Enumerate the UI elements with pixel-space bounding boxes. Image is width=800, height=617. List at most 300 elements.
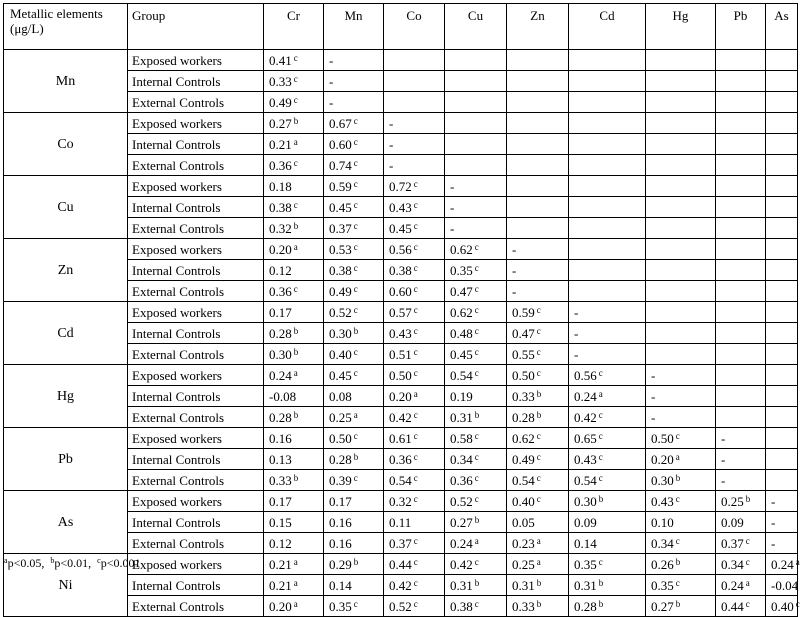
cell-value: 0.59 (329, 178, 352, 194)
correlation-cell (384, 365, 445, 386)
column-header-pb: Pb (716, 4, 766, 50)
correlation-cell (507, 407, 569, 428)
significance-marker: a (675, 451, 680, 462)
significance-marker: c (293, 199, 298, 210)
cell-value: - (574, 346, 579, 362)
correlation-cell (324, 344, 384, 365)
table-row (4, 365, 798, 386)
cell-value: 0.24 (450, 535, 473, 551)
cell-value: 0.27 (450, 514, 473, 530)
cell-value: 0.41 (269, 52, 292, 68)
correlation-cell (264, 281, 324, 302)
group-label: Exposed workers (128, 428, 264, 449)
correlation-cell (766, 449, 798, 470)
correlation-cell (445, 596, 507, 617)
correlation-cell (507, 512, 569, 533)
correlation-cell (264, 575, 324, 596)
cell-value: 0.42 (574, 409, 597, 425)
correlation-cell (264, 365, 324, 386)
cell-value: 0.50 (651, 430, 674, 446)
cell-value: 0.40 (329, 346, 352, 362)
correlation-cell (716, 365, 766, 386)
correlation-cell (384, 302, 445, 323)
significance-marker: c (598, 556, 603, 567)
significance-marker: c (474, 346, 479, 357)
correlation-cell (716, 71, 766, 92)
cell-value: 0.54 (574, 472, 597, 488)
significance-marker: b (293, 472, 299, 483)
cell-value: 0.32 (389, 493, 412, 509)
table-row (4, 302, 798, 323)
cell-value: - (450, 199, 455, 215)
correlation-table-container (3, 3, 800, 617)
significance-marker: c (413, 598, 418, 609)
correlation-cell (646, 71, 716, 92)
correlation-cell (445, 218, 507, 239)
correlation-cell (384, 71, 445, 92)
cell-value: - (574, 325, 579, 341)
cell-value: 0.34 (450, 451, 473, 467)
significance-marker: c (353, 430, 358, 441)
correlation-cell (507, 323, 569, 344)
correlation-cell (324, 554, 384, 575)
group-label: External Controls (128, 470, 264, 491)
significance-marker: c (745, 598, 750, 609)
row-element-label: Cu (4, 176, 128, 239)
correlation-cell (646, 323, 716, 344)
significance-marker: c (675, 493, 680, 504)
correlation-cell (264, 134, 324, 155)
row-element-label: Mn (4, 50, 128, 113)
correlation-cell (445, 260, 507, 281)
cell-value: 0.56 (389, 241, 412, 257)
row-element-label: Hg (4, 365, 128, 428)
cell-value: 0.28 (269, 325, 292, 341)
cell-value: 0.16 (269, 430, 292, 446)
significance-marker: c (353, 136, 358, 147)
correlation-cell (569, 134, 646, 155)
cell-value: - (512, 241, 517, 257)
correlation-cell (569, 554, 646, 575)
footnote-sup-b: b (50, 556, 55, 565)
cell-value: 0.50 (329, 430, 352, 446)
cell-value: 0.37 (389, 535, 412, 551)
correlation-cell (324, 92, 384, 113)
correlation-cell (646, 239, 716, 260)
cell-value: 0.05 (512, 514, 535, 530)
cell-value: 0.33 (512, 598, 535, 614)
correlation-cell (384, 218, 445, 239)
correlation-cell (569, 155, 646, 176)
correlation-cell (766, 344, 798, 365)
significance-marker: c (293, 52, 298, 63)
correlation-cell (384, 323, 445, 344)
significance-marker: c (675, 430, 680, 441)
correlation-cell (569, 260, 646, 281)
cell-value: 0.14 (329, 577, 352, 593)
group-label: External Controls (128, 218, 264, 239)
footnote-text-b: p<0.01, (54, 556, 92, 570)
correlation-cell (324, 155, 384, 176)
significance-marker: a (795, 556, 800, 567)
correlation-cell (569, 218, 646, 239)
footnote-sup-c: c (97, 556, 101, 565)
cell-value: 0.49 (329, 283, 352, 299)
correlation-cell (646, 575, 716, 596)
significance-footnote (4, 556, 140, 571)
cell-value: 0.74 (329, 157, 352, 173)
group-label: Internal Controls (128, 323, 264, 344)
significance-marker: c (474, 283, 479, 294)
cell-value: 0.62 (450, 304, 473, 320)
significance-marker: c (353, 178, 358, 189)
cell-value: 0.31 (450, 577, 473, 593)
cell-value: 0.35 (329, 598, 352, 614)
correlation-cell (646, 197, 716, 218)
correlation-cell (569, 512, 646, 533)
significance-marker: c (413, 430, 418, 441)
correlation-cell (569, 428, 646, 449)
correlation-cell (324, 197, 384, 218)
correlation-cell (384, 281, 445, 302)
correlation-cell (324, 281, 384, 302)
correlation-cell (716, 239, 766, 260)
correlation-cell (766, 155, 798, 176)
correlation-cell (766, 50, 798, 71)
significance-marker: c (474, 430, 479, 441)
group-label: Exposed workers (128, 176, 264, 197)
cell-value: - (771, 514, 776, 530)
cell-value: 0.19 (450, 388, 473, 404)
correlation-cell (264, 302, 324, 323)
significance-marker: c (413, 304, 418, 315)
cell-value: 0.21 (269, 556, 292, 572)
correlation-cell (384, 428, 445, 449)
correlation-cell (716, 533, 766, 554)
correlation-cell (384, 155, 445, 176)
correlation-cell (716, 575, 766, 596)
significance-marker: c (474, 493, 479, 504)
correlation-cell (646, 554, 716, 575)
correlation-cell (766, 533, 798, 554)
significance-marker: b (474, 577, 480, 588)
correlation-cell (507, 281, 569, 302)
correlation-cell (716, 197, 766, 218)
correlation-cell (569, 596, 646, 617)
cell-value: 0.38 (450, 598, 473, 614)
correlation-cell (384, 239, 445, 260)
correlation-cell (264, 71, 324, 92)
significance-marker: a (293, 577, 298, 588)
table-row (4, 176, 798, 197)
cell-value: 0.45 (329, 199, 352, 215)
correlation-cell (384, 533, 445, 554)
significance-marker: c (413, 472, 418, 483)
correlation-cell (445, 428, 507, 449)
correlation-cell (324, 533, 384, 554)
correlation-cell (569, 113, 646, 134)
correlation-cell (716, 134, 766, 155)
significance-marker: c (413, 493, 418, 504)
group-label: Internal Controls (128, 260, 264, 281)
group-label: Exposed workers (128, 302, 264, 323)
correlation-cell (766, 428, 798, 449)
significance-marker: c (353, 220, 358, 231)
correlation-cell (324, 491, 384, 512)
significance-marker: c (413, 178, 418, 189)
correlation-cell (716, 428, 766, 449)
correlation-cell (264, 239, 324, 260)
correlation-cell (384, 50, 445, 71)
correlation-cell (766, 302, 798, 323)
cell-value: 0.67 (329, 115, 352, 131)
significance-marker: c (293, 73, 298, 84)
significance-marker: c (353, 598, 358, 609)
cell-value: 0.49 (269, 94, 292, 110)
cell-value: 0.25 (329, 409, 352, 425)
correlation-cell (264, 596, 324, 617)
column-header-cd: Cd (569, 4, 646, 50)
cell-value: 0.25 (721, 493, 744, 509)
correlation-cell (646, 512, 716, 533)
group-label: Exposed workers (128, 491, 264, 512)
cell-value: 0.43 (389, 199, 412, 215)
significance-marker: b (353, 325, 359, 336)
correlation-cell (507, 92, 569, 113)
cell-value: 0.24 (721, 577, 744, 593)
correlation-cell (324, 323, 384, 344)
cell-value: 0.34 (651, 535, 674, 551)
cell-value: 0.44 (389, 556, 412, 572)
cell-value: 0.40 (771, 598, 794, 614)
significance-marker: c (413, 577, 418, 588)
cell-value: 0.36 (269, 283, 292, 299)
correlation-cell (766, 176, 798, 197)
correlation-cell (445, 575, 507, 596)
correlation-cell (716, 512, 766, 533)
footnote-sup-a: a (4, 556, 8, 565)
cell-value: - (721, 451, 726, 467)
cell-value: 0.11 (389, 514, 412, 530)
correlation-cell (445, 155, 507, 176)
significance-marker: c (598, 472, 603, 483)
significance-marker: a (293, 556, 298, 567)
significance-marker: b (293, 220, 299, 231)
cell-value: -0.04 (771, 577, 799, 593)
correlation-cell (646, 302, 716, 323)
significance-marker: c (598, 409, 603, 420)
cell-value: 0.28 (574, 598, 597, 614)
correlation-cell (716, 281, 766, 302)
cell-value: 0.50 (512, 367, 535, 383)
significance-marker: c (353, 367, 358, 378)
cell-value: - (512, 262, 517, 278)
correlation-cell (646, 281, 716, 302)
cell-value: 0.36 (450, 472, 473, 488)
correlation-cell (766, 575, 798, 596)
correlation-cell (445, 134, 507, 155)
significance-marker: c (353, 241, 358, 252)
cell-value: 0.72 (389, 178, 412, 194)
correlation-cell (384, 176, 445, 197)
correlation-cell (384, 344, 445, 365)
correlation-cell (646, 218, 716, 239)
correlation-cell (445, 554, 507, 575)
cell-value: - (651, 388, 656, 404)
correlation-cell (716, 218, 766, 239)
significance-marker: c (353, 262, 358, 273)
correlation-cell (766, 197, 798, 218)
correlation-cell (507, 134, 569, 155)
row-element-label: Co (4, 113, 128, 176)
significance-marker: c (474, 451, 479, 462)
group-label: Internal Controls (128, 71, 264, 92)
cell-value: - (389, 157, 394, 173)
cell-value: 0.27 (651, 598, 674, 614)
significance-marker: c (413, 241, 418, 252)
correlation-cell (445, 50, 507, 71)
group-header: Group (128, 4, 264, 50)
correlation-cell (384, 407, 445, 428)
cell-value: 0.62 (450, 241, 473, 257)
significance-marker: c (353, 283, 358, 294)
group-label: Internal Controls (128, 134, 264, 155)
significance-marker: b (598, 598, 604, 609)
cell-value: - (721, 430, 726, 446)
cell-value: 0.35 (574, 556, 597, 572)
cell-value: 0.30 (269, 346, 292, 362)
correlation-cell (445, 323, 507, 344)
cell-value: 0.34 (721, 556, 744, 572)
correlation-cell (445, 176, 507, 197)
cell-value: 0.53 (329, 241, 352, 257)
correlation-cell (507, 575, 569, 596)
significance-marker: c (536, 430, 541, 441)
correlation-cell (766, 554, 798, 575)
significance-marker: c (353, 199, 358, 210)
cell-value: - (771, 535, 776, 551)
cell-value: 0.60 (389, 283, 412, 299)
cell-value: 0.45 (389, 220, 412, 236)
significance-marker: c (474, 262, 479, 273)
cell-value: 0.24 (574, 388, 597, 404)
significance-marker: c (474, 241, 479, 252)
cell-value: 0.09 (574, 514, 597, 530)
group-label: Exposed workers (128, 50, 264, 71)
group-label: Exposed workers (128, 239, 264, 260)
correlation-cell (766, 113, 798, 134)
cell-value: - (574, 304, 579, 320)
group-label: Internal Controls (128, 386, 264, 407)
cell-value: 0.39 (329, 472, 352, 488)
correlation-cell (324, 575, 384, 596)
significance-marker: c (598, 430, 603, 441)
cell-value: - (512, 283, 517, 299)
correlation-cell (716, 449, 766, 470)
correlation-cell (569, 491, 646, 512)
cell-value: 0.43 (574, 451, 597, 467)
cell-value: 0.52 (450, 493, 473, 509)
correlation-cell (507, 365, 569, 386)
cell-value: 0.42 (450, 556, 473, 572)
significance-marker: a (745, 577, 750, 588)
group-label: External Controls (128, 281, 264, 302)
cell-value: 0.13 (269, 451, 292, 467)
correlation-cell (716, 155, 766, 176)
cell-value: - (329, 94, 334, 110)
correlation-cell (569, 533, 646, 554)
significance-marker: c (474, 598, 479, 609)
cell-value: 0.28 (512, 409, 535, 425)
significance-marker: a (536, 556, 541, 567)
significance-marker: a (293, 367, 298, 378)
group-label: External Controls (128, 533, 264, 554)
correlation-cell (324, 365, 384, 386)
correlation-cell (716, 92, 766, 113)
cell-value: 0.36 (269, 157, 292, 173)
correlation-cell (264, 113, 324, 134)
cell-value: 0.20 (389, 388, 412, 404)
correlation-cell (569, 92, 646, 113)
cell-value: 0.24 (269, 367, 292, 383)
correlation-cell (646, 260, 716, 281)
cell-value: 0.33 (512, 388, 535, 404)
correlation-cell (507, 428, 569, 449)
significance-marker: c (474, 367, 479, 378)
correlation-cell (646, 428, 716, 449)
cell-value: 0.16 (329, 514, 352, 530)
cell-value: 0.17 (269, 493, 292, 509)
significance-marker: b (353, 451, 359, 462)
correlation-cell (264, 260, 324, 281)
correlation-cell (766, 71, 798, 92)
table-row (4, 113, 798, 134)
cell-value: 0.59 (512, 304, 535, 320)
correlation-cell (569, 386, 646, 407)
correlation-cell (646, 596, 716, 617)
correlation-cell (264, 449, 324, 470)
correlation-cell (569, 302, 646, 323)
correlation-cell (507, 260, 569, 281)
significance-marker: c (536, 325, 541, 336)
cell-value: 0.26 (651, 556, 674, 572)
row-element-label: Zn (4, 239, 128, 302)
significance-marker: b (675, 598, 681, 609)
cell-value: 0.48 (450, 325, 473, 341)
correlation-cell (716, 470, 766, 491)
correlation-cell (264, 197, 324, 218)
cell-value: 0.09 (721, 514, 744, 530)
cell-value: 0.31 (574, 577, 597, 593)
cell-value: 0.42 (389, 577, 412, 593)
group-label: External Controls (128, 344, 264, 365)
correlation-cell (264, 386, 324, 407)
correlation-cell (445, 344, 507, 365)
correlation-cell (569, 449, 646, 470)
cell-value: - (721, 472, 726, 488)
cell-value: 0.37 (329, 220, 352, 236)
correlation-cell (766, 470, 798, 491)
correlation-cell (646, 155, 716, 176)
correlation-cell (646, 134, 716, 155)
group-label: Internal Controls (128, 449, 264, 470)
cell-value: - (329, 52, 334, 68)
cell-value: - (389, 136, 394, 152)
correlation-cell (716, 596, 766, 617)
cell-value: 0.43 (651, 493, 674, 509)
group-label: External Controls (128, 155, 264, 176)
correlation-cell (646, 92, 716, 113)
